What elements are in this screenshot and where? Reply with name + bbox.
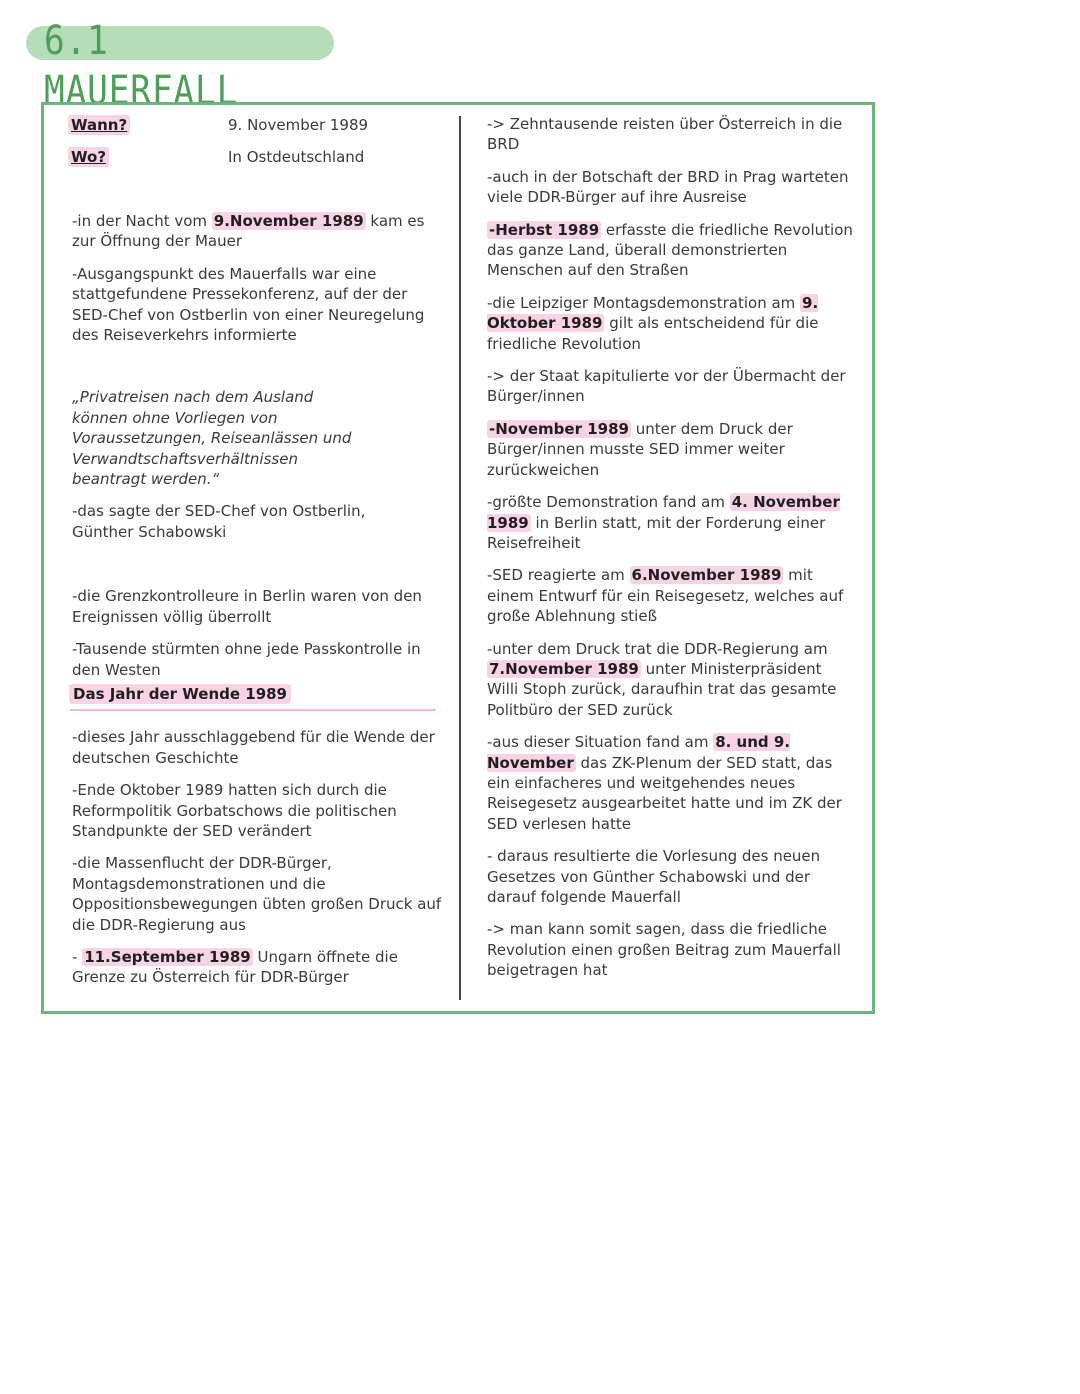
paragraph-hungary: - 11.September 1989 Ungarn öffnete die Grenze zu Österreich für DDR-Bürger [72,947,398,987]
when-value: 9. November 1989 [228,116,369,134]
date-highlight: 7.November 1989 [489,659,639,678]
paragraph-decisive-year: -dieses Jahr ausschlaggebend für die Wende der deutschen Geschichte [72,728,435,767]
date-highlight: 8. und 9. November [487,733,791,772]
date-highlight: 9.November 1989 [213,212,364,230]
paragraph-travel-law-draft: -SED reagierte am 6.November 1989 mit einem Entwurf für ein Reisegesetz, welches auf große Ablehnung stieß [487,566,844,626]
date-highlight: 11.September 1989 [84,947,251,966]
paragraph-mass-exodus: -die Massenflucht der DDR-Bürger, Montagsdemonstrationen und die Oppositionsbewegungen übten großen Druck auf die DDR-Regierung aus [72,854,442,934]
date-highlight: 4. November 1989 [487,493,840,532]
paragraph-largest-demo: -größte Demonstration fand am 4. November 1989 in Berlin statt, mit der Forderung einer Reisefreiheit [487,493,840,552]
where-label: Wo? [68,147,109,167]
date-highlight: -Herbst 1989 [489,220,600,239]
date-highlight: -November 1989 [489,419,629,438]
paragraph-press-conference: -Ausgangspunkt des Mauerfalls war eine stattgefundene Pressekonferenz, auf der der SED-Chef von Ostberlin von einer Neuregelung des Reiseverkehrs informierte [72,264,425,345]
column-divider [459,116,461,1000]
date-highlight: 6.November 1989 [631,566,782,585]
where-value: In Ostdeutschland [228,148,365,166]
date-highlight: 9. Oktober 1989 [487,293,819,333]
paragraph-november: -November 1989 unter dem Druck der Bürger/innen musste SED immer weiter zurückweichen [487,419,793,479]
paragraph-night: -in der Nacht vom 9.November 1989 kam es zur Öffnung der Mauer [72,212,425,251]
paragraph-thousands: -Tausende stürmten ohne jede Passkontrolle in den Westen [72,640,421,679]
when-label: Wann? [68,115,130,135]
paragraph-zk-plenum: -aus dieser Situation fand am 8. und 9. November das ZK-Plenum der SED statt, das ein einfacheres und weitgehendes neues Reisegesetz ausgearbeitet hatte und im ZK der SED verlesen hatte [487,733,842,833]
page-title-block [26,16,336,114]
paragraph-autumn: -Herbst 1989 erfasste die friedliche Revolution das ganze Land, überall demonstrierten Menschen auf den Straßen [487,220,853,280]
paragraph-leipzig: -die Leipziger Montagsdemonstration am 9. Oktober 1989 gilt als entscheidend für die friedliche Revolution [487,293,819,353]
paragraph-government-resigned: -unter dem Druck trat die DDR-Regierung am 7.November 1989 unter Ministerpräsident Willi Stoph zurück, daraufhin trat das gesamte Politbüro der SED zurück [487,639,837,719]
paragraph-gorbachev: -Ende Oktober 1989 hatten sich durch die Reformpolitik Gorbatschows die politischen Standpunkte der SED verändert [72,781,397,840]
paragraph-reading-of-law: - daraus resultierte die Vorlesung des neuen Gesetzes von Günther Schabowski und der darauf folgende Mauerfall [487,847,821,906]
left-column [72,114,442,1000]
paragraph-conclusion: -> man kann somit sagen, dass die friedliche Revolution einen großen Beitrag zum Mauerfall beigetragen hat [487,920,841,980]
right-column [487,114,857,993]
paragraph-prague-embassy: -auch in der Botschaft der BRD in Prag warteten viele DDR-Bürger auf ihre Ausreise [487,167,849,207]
when-row [72,114,442,146]
section-underline [70,709,436,711]
quote-attribution: -das sagte der SED-Chef von Ostberlin, Günther Schabowski [72,502,366,541]
paragraph-border-guards: -die Grenzkontrolleure in Berlin waren von den Ereignissen völlig überrollt [72,587,422,626]
section-title: Das Jahr der Wende 1989 [69,684,291,704]
paragraph-state-capitulated: -> der Staat kapitulierte vor der Übermacht der Bürger/innen [487,367,846,406]
paragraph-austria: -> Zehntausende reisten über Österreich in die BRD [487,115,843,154]
where-row [72,146,442,178]
schabowski-quote: „Privatreisen nach dem Ausland können ohne Vorliegen von Voraussetzungen, Reiseanlässen und Verwandtschaftsverhältnissen beantragt werden.“ [72,388,352,489]
page-title: 6.1 MAUERFALL [44,18,239,114]
